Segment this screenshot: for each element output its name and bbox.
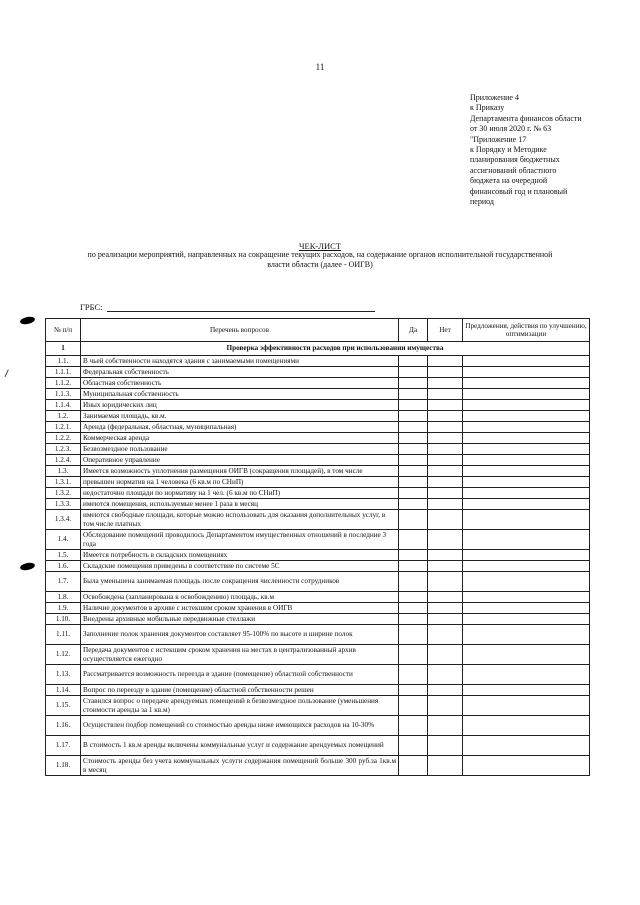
table-row bbox=[46, 716, 590, 736]
scan-punch-hole-mark bbox=[19, 316, 35, 326]
yes-cell[interactable] bbox=[399, 603, 428, 614]
table-row bbox=[46, 488, 590, 499]
no-cell[interactable] bbox=[428, 614, 463, 625]
row-question: Рассматривается возможность переезда в здание (помещение) областной собственности bbox=[81, 665, 399, 685]
yes-cell[interactable] bbox=[399, 477, 428, 488]
row-num: 1.3. bbox=[46, 466, 81, 477]
row-question: В чьей собственности находятся здания с занимаемыми помещениями bbox=[81, 356, 399, 367]
yes-cell[interactable] bbox=[399, 696, 428, 716]
proposal-cell[interactable] bbox=[463, 411, 590, 422]
no-cell[interactable] bbox=[428, 367, 463, 378]
row-num: 1.2.2. bbox=[46, 433, 81, 444]
table-row bbox=[46, 444, 590, 455]
proposal-cell[interactable] bbox=[463, 756, 590, 776]
section-num: 1 bbox=[46, 342, 81, 356]
yes-cell[interactable] bbox=[399, 716, 428, 736]
row-question: Областная собственность bbox=[81, 378, 399, 389]
row-num: 1.11. bbox=[46, 625, 81, 645]
yes-cell[interactable] bbox=[399, 756, 428, 776]
row-question: Внедрены архивные мобильные передвижные стеллажи bbox=[81, 614, 399, 625]
row-num: 1.1.1. bbox=[46, 367, 81, 378]
page-number: 11 bbox=[315, 62, 325, 72]
grbs-fill-line bbox=[107, 311, 375, 312]
table-row bbox=[46, 530, 590, 550]
no-cell[interactable] bbox=[428, 736, 463, 756]
document-subtitle bbox=[0, 250, 640, 270]
row-question: Была уменьшена занимаемая площадь после сокращения численности сотрудников bbox=[81, 572, 399, 592]
row-num: 1.15. bbox=[46, 696, 81, 716]
yes-cell[interactable] bbox=[399, 367, 428, 378]
yes-cell[interactable] bbox=[399, 592, 428, 603]
row-question: Освобождена (запланирована к освобождению) площадь, кв.м bbox=[81, 592, 399, 603]
table-row bbox=[46, 510, 590, 530]
yes-cell[interactable] bbox=[399, 411, 428, 422]
yes-cell[interactable] bbox=[399, 356, 428, 367]
yes-cell[interactable] bbox=[399, 550, 428, 561]
proposal-cell[interactable] bbox=[463, 561, 590, 572]
yes-cell[interactable] bbox=[399, 572, 428, 592]
table-row bbox=[46, 603, 590, 614]
yes-cell[interactable] bbox=[399, 455, 428, 466]
table-header-row bbox=[46, 319, 590, 342]
table-row bbox=[46, 756, 590, 776]
yes-cell[interactable] bbox=[399, 422, 428, 433]
no-cell[interactable] bbox=[428, 625, 463, 645]
row-question: Коммерческая аренда bbox=[81, 433, 399, 444]
row-question: Обследование помещений проводилось Департаментом имущественных отношений в последние 3 года bbox=[81, 530, 399, 550]
table-row bbox=[46, 400, 590, 411]
proposal-cell[interactable] bbox=[463, 696, 590, 716]
row-num: 1.10. bbox=[46, 614, 81, 625]
appendix-line: от 30 июля 2020 г. № 63 bbox=[470, 124, 552, 134]
yes-cell[interactable] bbox=[399, 645, 428, 665]
row-num: 1.2. bbox=[46, 411, 81, 422]
table-row bbox=[46, 665, 590, 685]
table-row bbox=[46, 561, 590, 572]
table-row bbox=[46, 389, 590, 400]
no-cell[interactable] bbox=[428, 716, 463, 736]
header-question: Перечень вопросов bbox=[81, 319, 399, 342]
proposal-cell[interactable] bbox=[463, 488, 590, 499]
table-row bbox=[46, 367, 590, 378]
no-cell[interactable] bbox=[428, 499, 463, 510]
proposal-cell[interactable] bbox=[463, 466, 590, 477]
appendix-line: бюджета на очередной bbox=[470, 176, 548, 186]
scan-artifact-mark bbox=[5, 369, 13, 378]
no-cell[interactable] bbox=[428, 477, 463, 488]
yes-cell[interactable] bbox=[399, 444, 428, 455]
proposal-cell[interactable] bbox=[463, 455, 590, 466]
yes-cell[interactable] bbox=[399, 499, 428, 510]
appendix-line: к Порядку и Методике bbox=[470, 145, 547, 155]
table-row bbox=[46, 572, 590, 592]
checklist-table bbox=[45, 318, 590, 776]
subtitle-line: по реализации мероприятий, направленных на сокращение текущих расходов, на содержание органов исполнительной государственной bbox=[87, 250, 553, 259]
header-proposals: Предложения, действия по улучшению, оптимизации bbox=[463, 319, 590, 342]
no-cell[interactable] bbox=[428, 411, 463, 422]
proposal-cell[interactable] bbox=[463, 367, 590, 378]
proposal-cell[interactable] bbox=[463, 356, 590, 367]
proposal-cell[interactable] bbox=[463, 510, 590, 530]
proposal-cell[interactable] bbox=[463, 592, 590, 603]
no-cell[interactable] bbox=[428, 603, 463, 614]
no-cell[interactable] bbox=[428, 530, 463, 550]
no-cell[interactable] bbox=[428, 550, 463, 561]
row-question: Стоимость аренды без учета коммунальных услуги содержания помещений больше 300 руб.за 1кв.м в месяц bbox=[81, 756, 399, 776]
row-question: В стоимость 1 кв.м аренды включены коммунальные услуг и содержание арендуемых помещений bbox=[81, 736, 399, 756]
document-title: ЧЕК-ЛИСТ bbox=[299, 241, 341, 251]
row-num: 1.2.3. bbox=[46, 444, 81, 455]
row-question: Складские помещения приведены в соответствие по системе 5С bbox=[81, 561, 399, 572]
proposal-cell[interactable] bbox=[463, 625, 590, 645]
row-question: превышен норматив на 1 человека (6 кв.м по СНиП) bbox=[81, 477, 399, 488]
table-row bbox=[46, 411, 590, 422]
proposal-cell[interactable] bbox=[463, 400, 590, 411]
proposal-cell[interactable] bbox=[463, 444, 590, 455]
grbs-label: ГРБС: bbox=[80, 302, 103, 312]
row-question: Передача документов с истекшим сроком хранения на местах в централизованный архив осуществляется ежегодно bbox=[81, 645, 399, 665]
row-question: Безвозмездное пользование bbox=[81, 444, 399, 455]
appendix-line: Приложение 4 bbox=[470, 93, 519, 102]
proposal-cell[interactable] bbox=[463, 716, 590, 736]
row-num: 1.3.3. bbox=[46, 499, 81, 510]
header-num: № п/п bbox=[46, 319, 81, 342]
header-no: Нет bbox=[428, 319, 463, 342]
yes-cell[interactable] bbox=[399, 736, 428, 756]
appendix-note bbox=[470, 93, 630, 207]
table-row bbox=[46, 433, 590, 444]
row-question: Имеется потребность в складских помещениях bbox=[81, 550, 399, 561]
proposal-cell[interactable] bbox=[463, 477, 590, 488]
row-num: 1.5. bbox=[46, 550, 81, 561]
no-cell[interactable] bbox=[428, 561, 463, 572]
row-num: 1.2.4. bbox=[46, 455, 81, 466]
no-cell[interactable] bbox=[428, 685, 463, 696]
no-cell[interactable] bbox=[428, 378, 463, 389]
proposal-cell[interactable] bbox=[463, 665, 590, 685]
proposal-cell[interactable] bbox=[463, 603, 590, 614]
no-cell[interactable] bbox=[428, 400, 463, 411]
no-cell[interactable] bbox=[428, 455, 463, 466]
table-row bbox=[46, 696, 590, 716]
row-question: Аренда (федеральная, областная, муниципальная) bbox=[81, 422, 399, 433]
table-row bbox=[46, 685, 590, 696]
appendix-line: "Приложение 17 bbox=[470, 134, 527, 144]
row-num: 1.1.4. bbox=[46, 400, 81, 411]
row-num: 1.13. bbox=[46, 665, 81, 685]
row-question: Ставился вопрос о передаче арендуемых помещений в безвозмездное пользование (уменьшения стоимости аренды за 1 кв.м) bbox=[81, 696, 399, 716]
row-question: Вопрос по переезду в здание (помещение) областной собственности решен bbox=[81, 685, 399, 696]
proposal-cell[interactable] bbox=[463, 389, 590, 400]
yes-cell[interactable] bbox=[399, 665, 428, 685]
row-question: имеются помещения, используемые менее 1 раза в месяц bbox=[81, 499, 399, 510]
row-question: Оперативное управление bbox=[81, 455, 399, 466]
no-cell[interactable] bbox=[428, 696, 463, 716]
yes-cell[interactable] bbox=[399, 389, 428, 400]
proposal-cell[interactable] bbox=[463, 736, 590, 756]
table-row bbox=[46, 356, 590, 367]
row-num: 1.17. bbox=[46, 736, 81, 756]
proposal-cell[interactable] bbox=[463, 550, 590, 561]
proposal-cell[interactable] bbox=[463, 572, 590, 592]
row-num: 1.6. bbox=[46, 561, 81, 572]
yes-cell[interactable] bbox=[399, 510, 428, 530]
no-cell[interactable] bbox=[428, 756, 463, 776]
table-row bbox=[46, 614, 590, 625]
appendix-line: планирования бюджетных bbox=[470, 155, 560, 165]
row-question: Муниципальная собственность bbox=[81, 389, 399, 400]
table-row bbox=[46, 736, 590, 756]
row-num: 1.4. bbox=[46, 530, 81, 550]
yes-cell[interactable] bbox=[399, 400, 428, 411]
row-question: Осуществлен подбор помещений со стоимостью аренды ниже имеющихся расходов на 10-30% bbox=[81, 716, 399, 736]
table-row bbox=[46, 378, 590, 389]
appendix-line: к Приказу bbox=[470, 103, 505, 113]
row-num: 1.2.1. bbox=[46, 422, 81, 433]
yes-cell[interactable] bbox=[399, 488, 428, 499]
proposal-cell[interactable] bbox=[463, 685, 590, 696]
row-question: Имеется возможность уплотнения размещения ОИГВ (сокращения площадей), в том числе bbox=[81, 466, 399, 477]
row-num: 1.7. bbox=[46, 572, 81, 592]
yes-cell[interactable] bbox=[399, 685, 428, 696]
table-row bbox=[46, 466, 590, 477]
appendix-line: Департамента финансов области bbox=[470, 113, 582, 123]
row-question: Занимаемая площадь, кв.м. bbox=[81, 411, 399, 422]
no-cell[interactable] bbox=[428, 356, 463, 367]
no-cell[interactable] bbox=[428, 665, 463, 685]
yes-cell[interactable] bbox=[399, 433, 428, 444]
table-row bbox=[46, 499, 590, 510]
proposal-cell[interactable] bbox=[463, 433, 590, 444]
no-cell[interactable] bbox=[428, 645, 463, 665]
table-row bbox=[46, 455, 590, 466]
table-row bbox=[46, 625, 590, 645]
table-row bbox=[46, 477, 590, 488]
row-question: Наличие документов в архиве с истекшим сроком хранения в ОИГВ bbox=[81, 603, 399, 614]
row-num: 1.12. bbox=[46, 645, 81, 665]
row-num: 1.1. bbox=[46, 356, 81, 367]
row-num: 1.3.1. bbox=[46, 477, 81, 488]
proposal-cell[interactable] bbox=[463, 378, 590, 389]
row-num: 1.3.4. bbox=[46, 510, 81, 530]
no-cell[interactable] bbox=[428, 572, 463, 592]
row-num: 1.9. bbox=[46, 603, 81, 614]
proposal-cell[interactable] bbox=[463, 645, 590, 665]
proposal-cell[interactable] bbox=[463, 499, 590, 510]
table-row bbox=[46, 550, 590, 561]
appendix-line: ассигнований областного bbox=[470, 165, 557, 175]
no-cell[interactable] bbox=[428, 466, 463, 477]
row-num: 1.16. bbox=[46, 716, 81, 736]
row-question: имеются свободные площади, которые можно использовать для оказания дополнительных услуг, в том числе платных bbox=[81, 510, 399, 530]
appendix-line: период bbox=[470, 197, 494, 207]
row-num: 1.8. bbox=[46, 592, 81, 603]
proposal-cell[interactable] bbox=[463, 614, 590, 625]
row-num: 1.1.2. bbox=[46, 378, 81, 389]
no-cell[interactable] bbox=[428, 592, 463, 603]
row-num: 1.18. bbox=[46, 756, 81, 776]
header-yes: Да bbox=[399, 319, 428, 342]
no-cell[interactable] bbox=[428, 422, 463, 433]
table-row bbox=[46, 422, 590, 433]
no-cell[interactable] bbox=[428, 488, 463, 499]
scan-punch-hole-mark bbox=[19, 562, 35, 572]
row-question: Иных юридических лиц bbox=[81, 400, 399, 411]
yes-cell[interactable] bbox=[399, 466, 428, 477]
yes-cell[interactable] bbox=[399, 561, 428, 572]
no-cell[interactable] bbox=[428, 389, 463, 400]
row-num: 1.1.3. bbox=[46, 389, 81, 400]
no-cell[interactable] bbox=[428, 444, 463, 455]
no-cell[interactable] bbox=[428, 433, 463, 444]
appendix-line: финансовый год и плановый bbox=[470, 186, 568, 196]
proposal-cell[interactable] bbox=[463, 530, 590, 550]
section-title: Проверка эффективности расходов при использовании имущества bbox=[81, 342, 590, 356]
table-row bbox=[46, 645, 590, 665]
proposal-cell[interactable] bbox=[463, 422, 590, 433]
table-row bbox=[46, 592, 590, 603]
row-question: недостаточно площади по нормативу на 1 чел. (6 кв.м по СНиП) bbox=[81, 488, 399, 499]
yes-cell[interactable] bbox=[399, 614, 428, 625]
section-row bbox=[46, 342, 590, 356]
yes-cell[interactable] bbox=[399, 530, 428, 550]
no-cell[interactable] bbox=[428, 510, 463, 530]
row-question: Федеральная собственность bbox=[81, 367, 399, 378]
row-num: 1.3.2. bbox=[46, 488, 81, 499]
yes-cell[interactable] bbox=[399, 625, 428, 645]
subtitle-line: власти области (далее - ОИГВ) bbox=[267, 260, 373, 269]
row-question: Заполнение полок хранения документов составляет 95-100% по высоте и ширине полок bbox=[81, 625, 399, 645]
yes-cell[interactable] bbox=[399, 378, 428, 389]
row-num: 1.14. bbox=[46, 685, 81, 696]
